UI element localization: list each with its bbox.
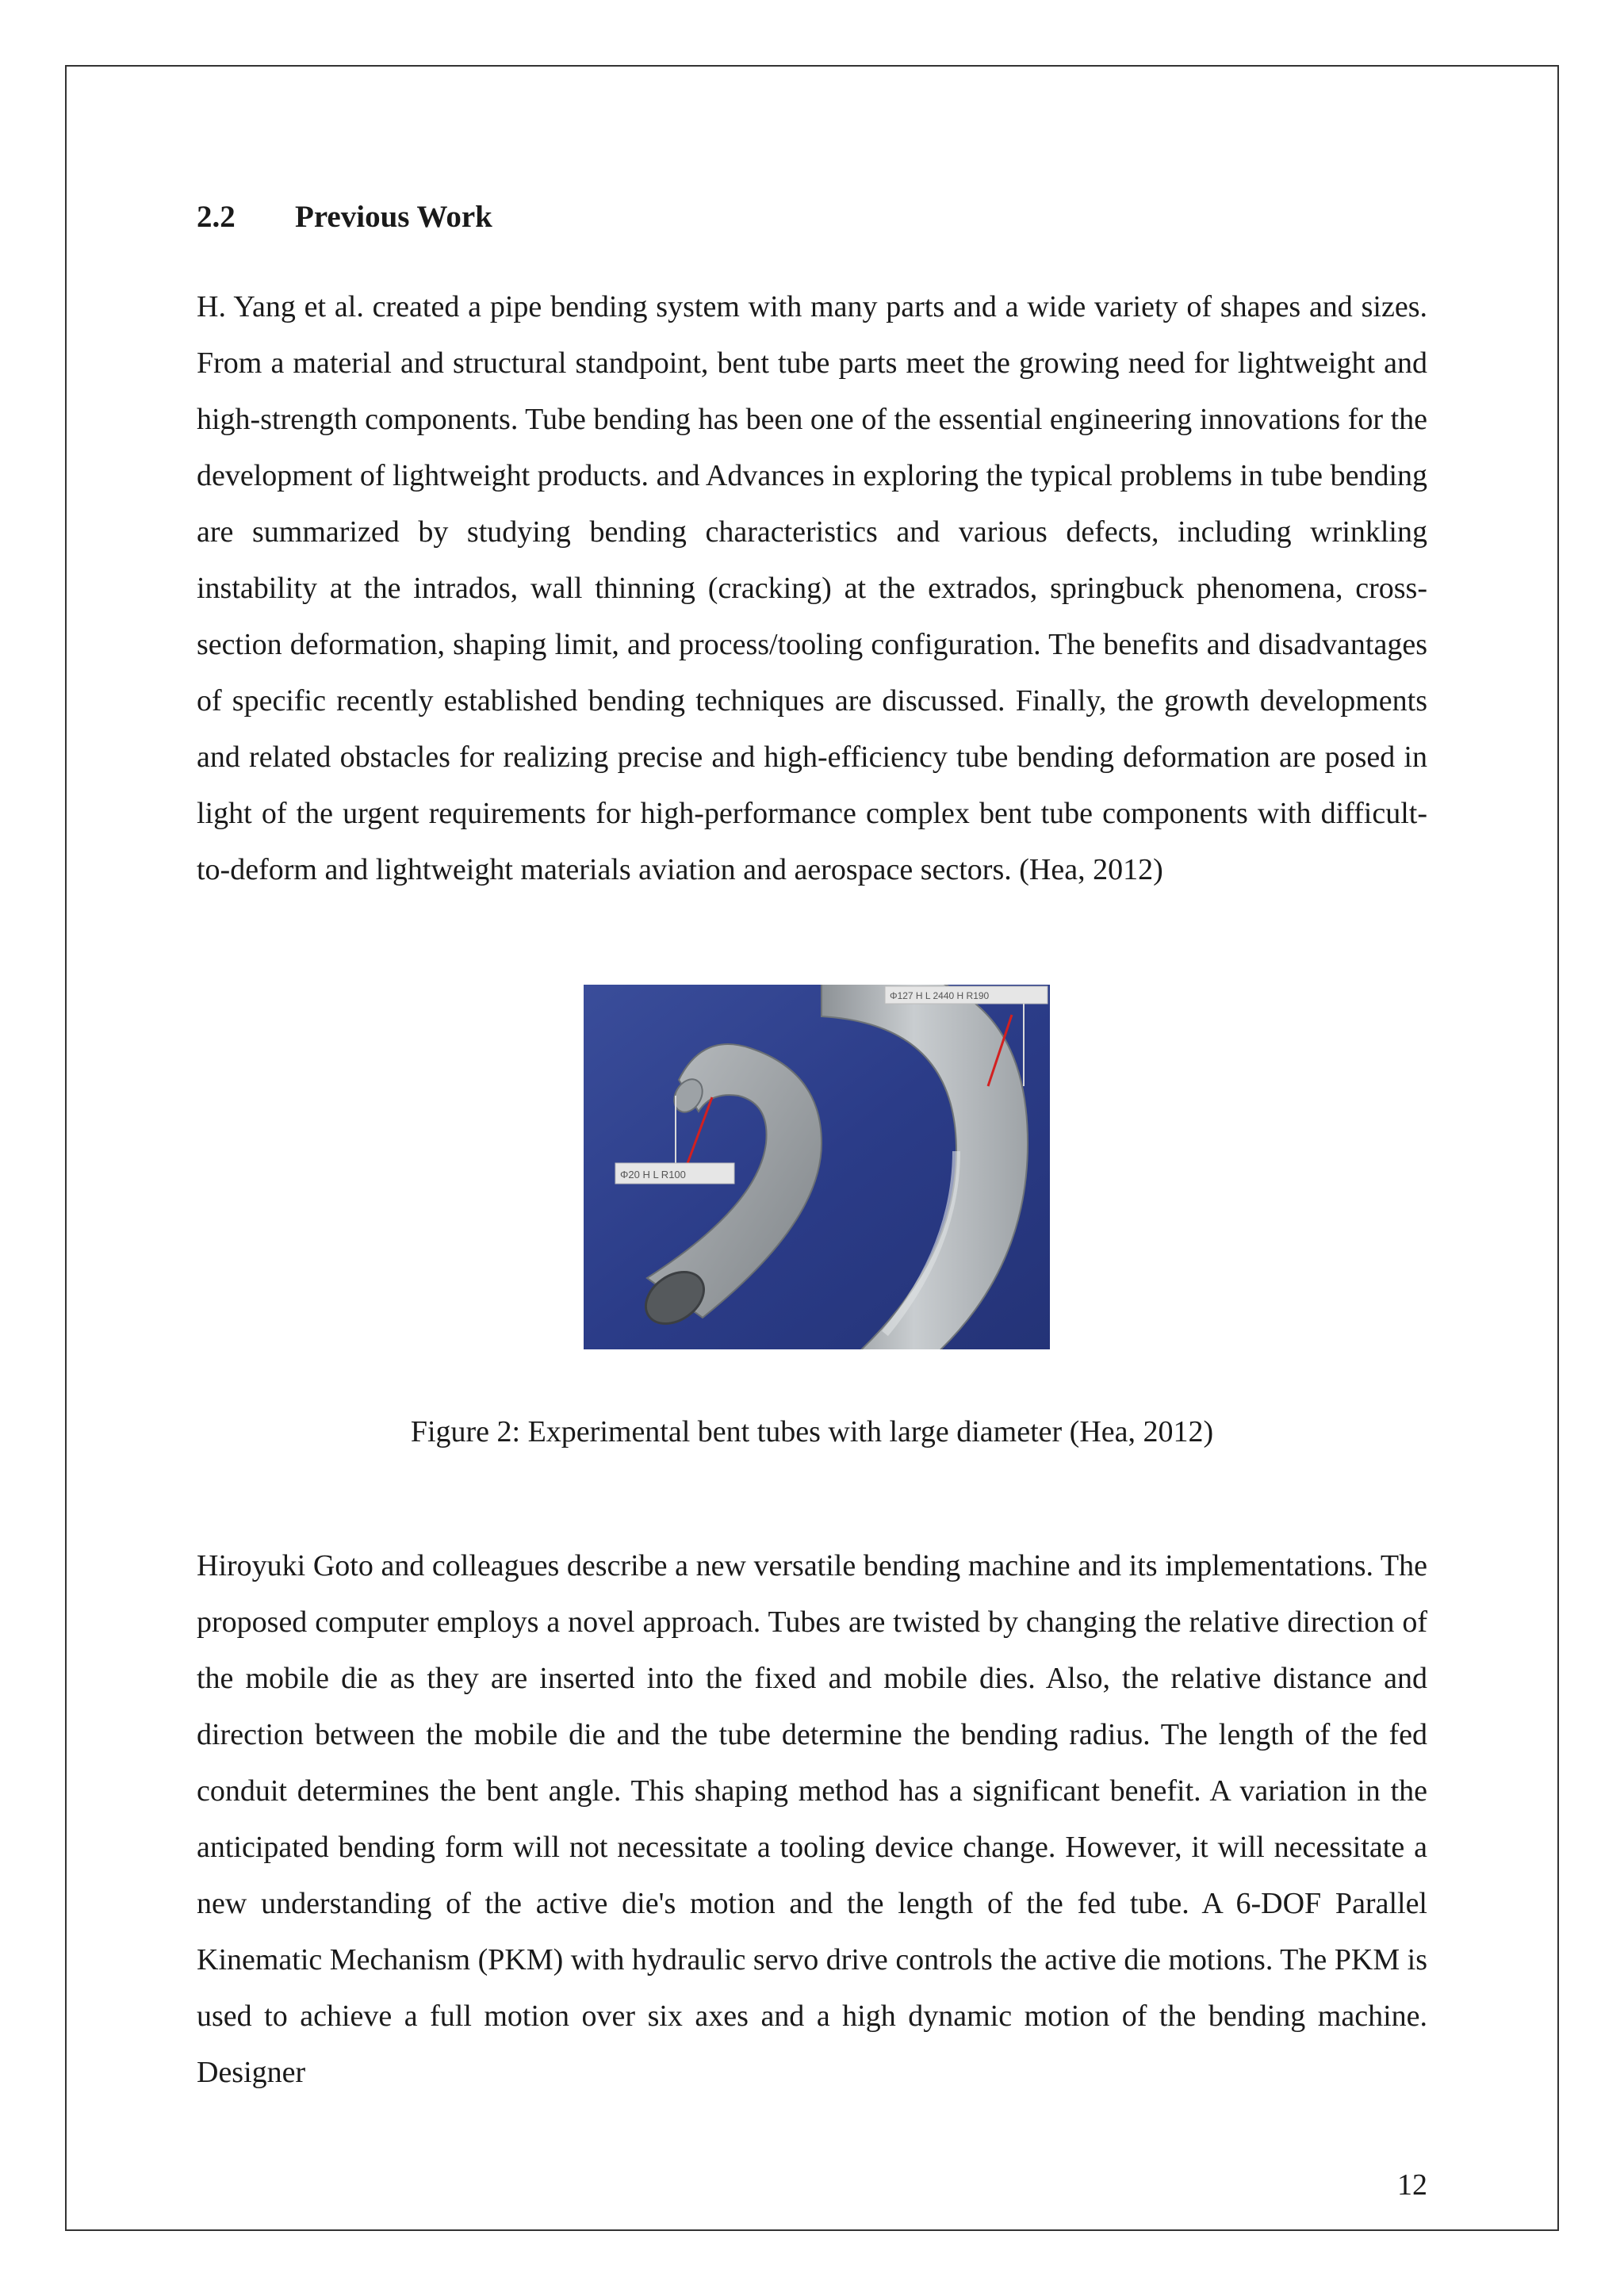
paragraph-goto: Hiroyuki Goto and colleagues describe a new versatile bending machine and its implementations. The proposed computer employs a novel approach. Tubes are twisted by changing the relative direction of the mobile die as they are inserted into the fixed and mobile dies. Also, the relative distance and direction between the mobile die and the tube determine the bending radius. The length of the fed conduit determines the bent angle. This shaping method has a significant benefit. A variation in the anticipated bending form will not necessitate a tooling device change. However, it will necessitate a new understanding of the active die's motion and the length of the fed tube. A 6-DOF Parallel Kinematic Mechanism (PKM) with hydraulic servo drive controls the active die motions. The PKM is used to achieve a full motion over six axes and a high dynamic motion of the bending machine. Designer	[197, 1549, 1427, 2089]
paragraph-previous-work: H. Yang et al. created a pipe bending system with many parts and a wide variety of shapes and sizes. From a material and structural standpoint, bent tube parts meet the growing need for lightweight and high-strength components. Tube bending has been one of the essential engineering innovations for the development of lightweight products. and Advances in exploring the typical problems in tube bending are summarized by studying bending characteristics and various defects, including wrinkling instability at the intrados, wall thinning (cracking) at the extrados, springbuck phenomena, cross-section deformation, shaping limit, and process/tooling configuration. The benefits and disadvantages of specific recently established bending techniques are discussed. Finally, the growth developments and related obstacles for realizing precise and high-efficiency tube bending deformation are posed in light of the urgent requirements for high-performance complex bent tube components with difficult-to-deform and lightweight materials aviation and aerospace sectors. (Hea, 2012)	[197, 290, 1427, 886]
section-heading	[197, 195, 492, 239]
figure-bent-tubes	[584, 985, 1050, 1349]
label-small-tube: Φ20 H L R100	[620, 1169, 686, 1181]
section-title: Previous Work	[295, 200, 492, 234]
figure-caption: Figure 2: Experimental bent tubes with large diameter (Hea, 2012)	[410, 1415, 1214, 1448]
bent-tubes-photo	[584, 985, 1050, 1349]
page-number: 12	[1397, 2168, 1427, 2202]
section-number: 2.2	[197, 200, 236, 234]
label-large-tube: Φ127 H L 2440 H R190	[890, 990, 990, 1001]
